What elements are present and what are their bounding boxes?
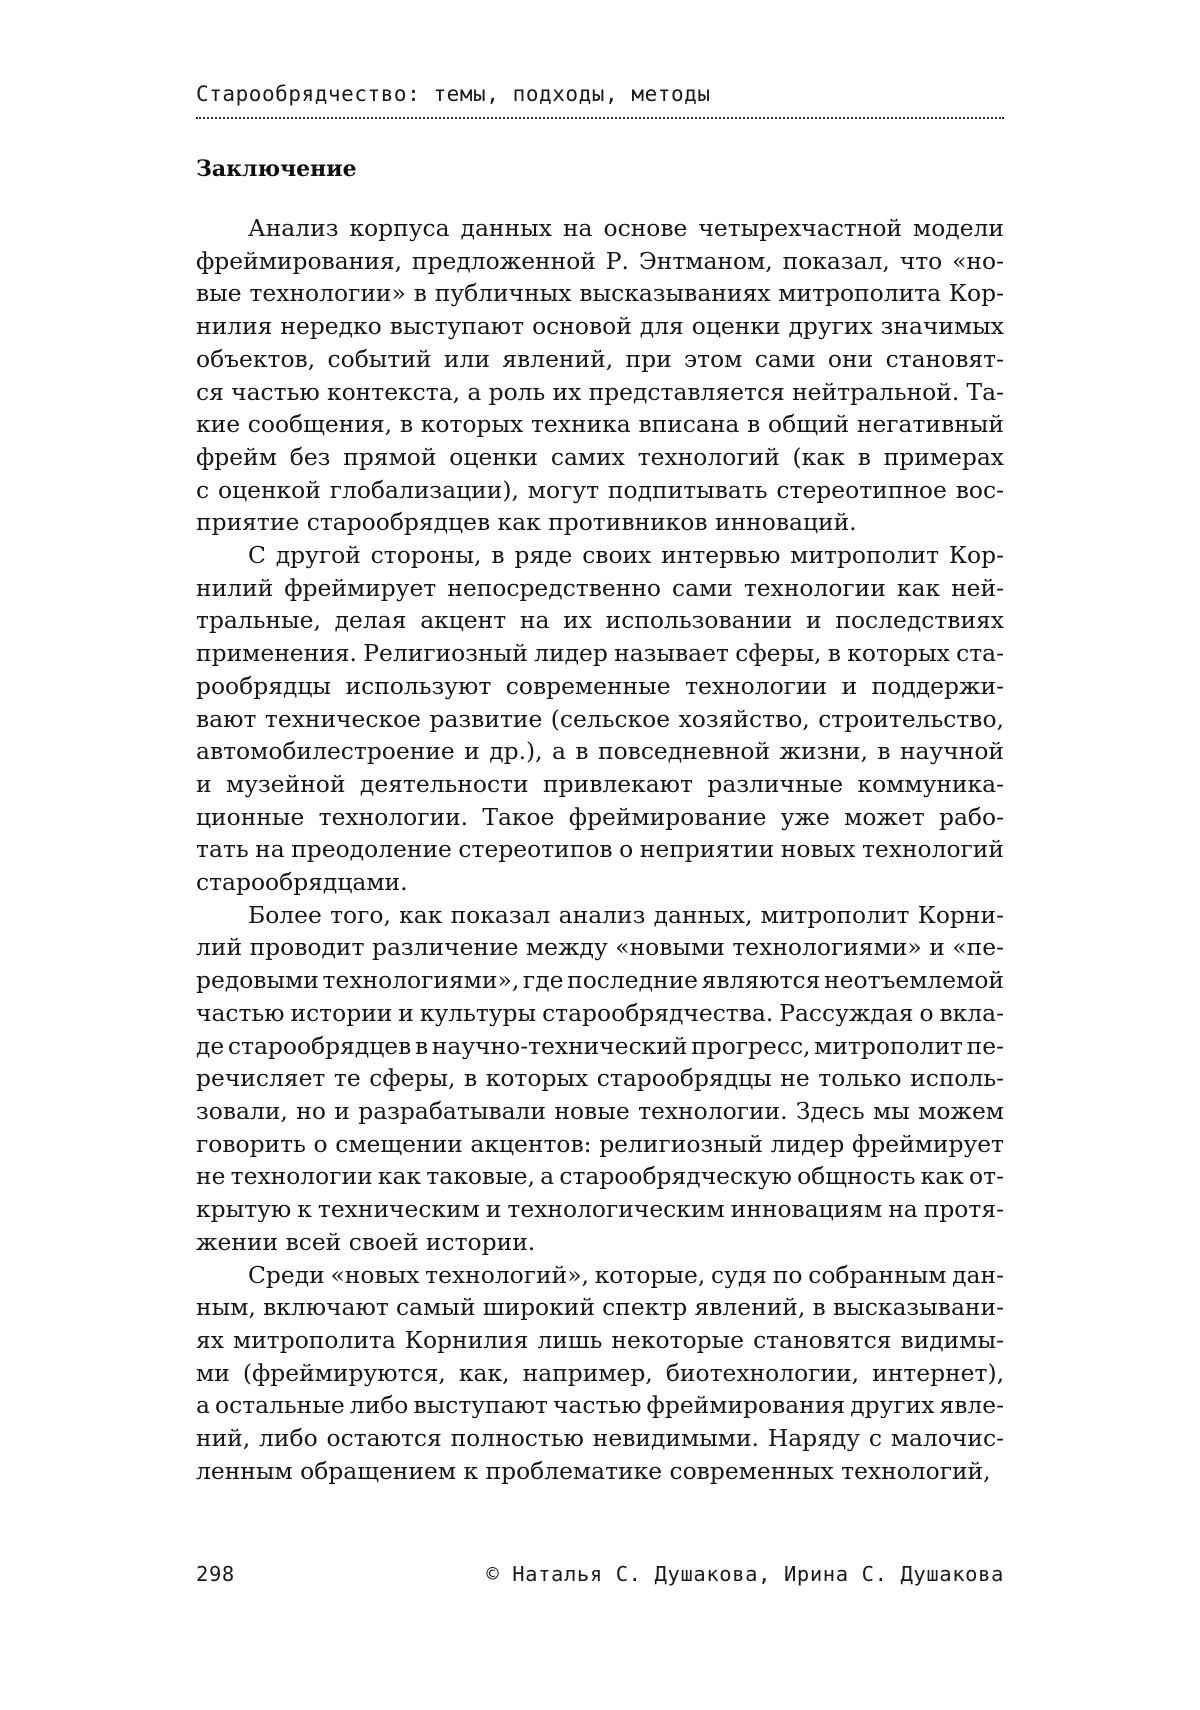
text-line: ционные технологии. Такое фреймирование уже может рабо- — [196, 802, 1004, 831]
paragraph — [196, 212, 1004, 539]
text-line: кие сообщения, в которых техника вписана в общий негативный — [196, 410, 1004, 439]
text-line: ях митрополита Корнилия лишь некоторые становятся видимы- — [196, 1325, 1004, 1354]
text-line: жении всей своей истории. — [196, 1227, 536, 1256]
page-number: 298 — [196, 1562, 235, 1586]
text-line: говорить о смещении акцентов: религиозный лидер фреймирует — [196, 1129, 1004, 1158]
text-line: де старообрядцев в научно-технический прогресс, митрополит пе- — [196, 1031, 1004, 1060]
text-line: а остальные либо выступают частью фреймирования других явле- — [196, 1391, 1004, 1420]
header-dotted-rule — [196, 117, 1004, 119]
text-line: применения. Религиозный лидер называет сферы, в которых ста- — [196, 639, 1004, 668]
text-line: нилий фреймирует непосредственно сами технологии как ней- — [196, 573, 1004, 602]
text-line: с оценкой глобализации), могут подпитывать стереотипное вос- — [196, 475, 1004, 504]
running-header: Старообрядчество: темы, подходы, методы — [196, 82, 711, 106]
text-line: рообрядцы используют современные технологии и поддержи- — [196, 671, 1004, 700]
text-line: приятие старообрядцев как противников инноваций. — [196, 508, 857, 537]
text-line: вают техническое развитие (сельское хозяйство, строительство, — [196, 704, 1004, 733]
text-line: автомобилестроение и др.), а в повседневной жизни, в научной — [196, 737, 1004, 766]
text-line: ний, либо остаются полностью невидимыми. Наряду с малочис- — [196, 1424, 1004, 1453]
text-line: ным, включают самый широкий спектр явлений, в высказывани- — [196, 1293, 1004, 1322]
text-line: фреймирования, предложенной Р. Энтманом, показал, что «но- — [196, 246, 1004, 275]
text-line: нилия нередко выступают основой для оценки других значимых — [196, 312, 1004, 341]
body-text — [196, 212, 1004, 1487]
text-line: тать на преодоление стереотипов о неприятии новых технологий — [196, 835, 1004, 864]
text-line: ми (фреймируются, как, например, биотехнологии, интернет), — [196, 1358, 1004, 1387]
text-line: старообрядцами. — [196, 868, 408, 897]
paragraph — [196, 539, 1004, 899]
text-line: тральные, делая акцент на их использовании и последствиях — [196, 606, 1004, 635]
text-line: Анализ корпуса данных на основе четырехчастной модели — [248, 214, 1004, 242]
text-line: ся частью контекста, а роль их представляется нейтральной. Та- — [196, 377, 1004, 406]
copyright-line: © Наталья С. Душакова, Ирина С. Душакова — [486, 1562, 1004, 1586]
text-line: редовыми технологиями», где последние являются неотъемлемой — [196, 966, 1004, 995]
text-line: вые технологии» в публичных высказываниях митрополита Кор- — [196, 279, 1004, 308]
text-line: объектов, событий или явлений, при этом сами они становят- — [196, 344, 1004, 373]
text-line: Более того, как показал анализ данных, митрополит Корни- — [248, 900, 1004, 929]
text-line: Среди «новых технологий», которые, судя по собранным дан- — [248, 1260, 1004, 1289]
text-line: фрейм без прямой оценки самих технологий (как в примерах — [196, 442, 1004, 471]
text-line: не технологии как таковые, а старообрядческую общность как от- — [196, 1162, 1004, 1191]
text-line: лий проводит различение между «новыми технологиями» и «пе- — [196, 933, 1004, 962]
section-title: Заключение — [196, 156, 357, 182]
text-line: крытую к техническим и технологическим инновациям на протя- — [196, 1195, 1004, 1224]
paragraph — [196, 1259, 1004, 1488]
text-line: частью истории и культуры старообрядчества. Рассуждая о вкла- — [196, 998, 1004, 1027]
paragraph — [196, 899, 1004, 1259]
text-line: и музейной деятельности привлекают различные коммуника- — [196, 769, 1004, 798]
text-line: речисляет те сферы, в которых старообрядцы не только исполь- — [196, 1064, 1004, 1093]
text-line: ленным обращением к проблематике современных технологий, — [196, 1456, 991, 1485]
text-line: С другой стороны, в ряде своих интервью митрополит Кор- — [248, 541, 1004, 570]
text-line: зовали, но и разрабатывали новые технологии. Здесь мы можем — [196, 1096, 1004, 1125]
